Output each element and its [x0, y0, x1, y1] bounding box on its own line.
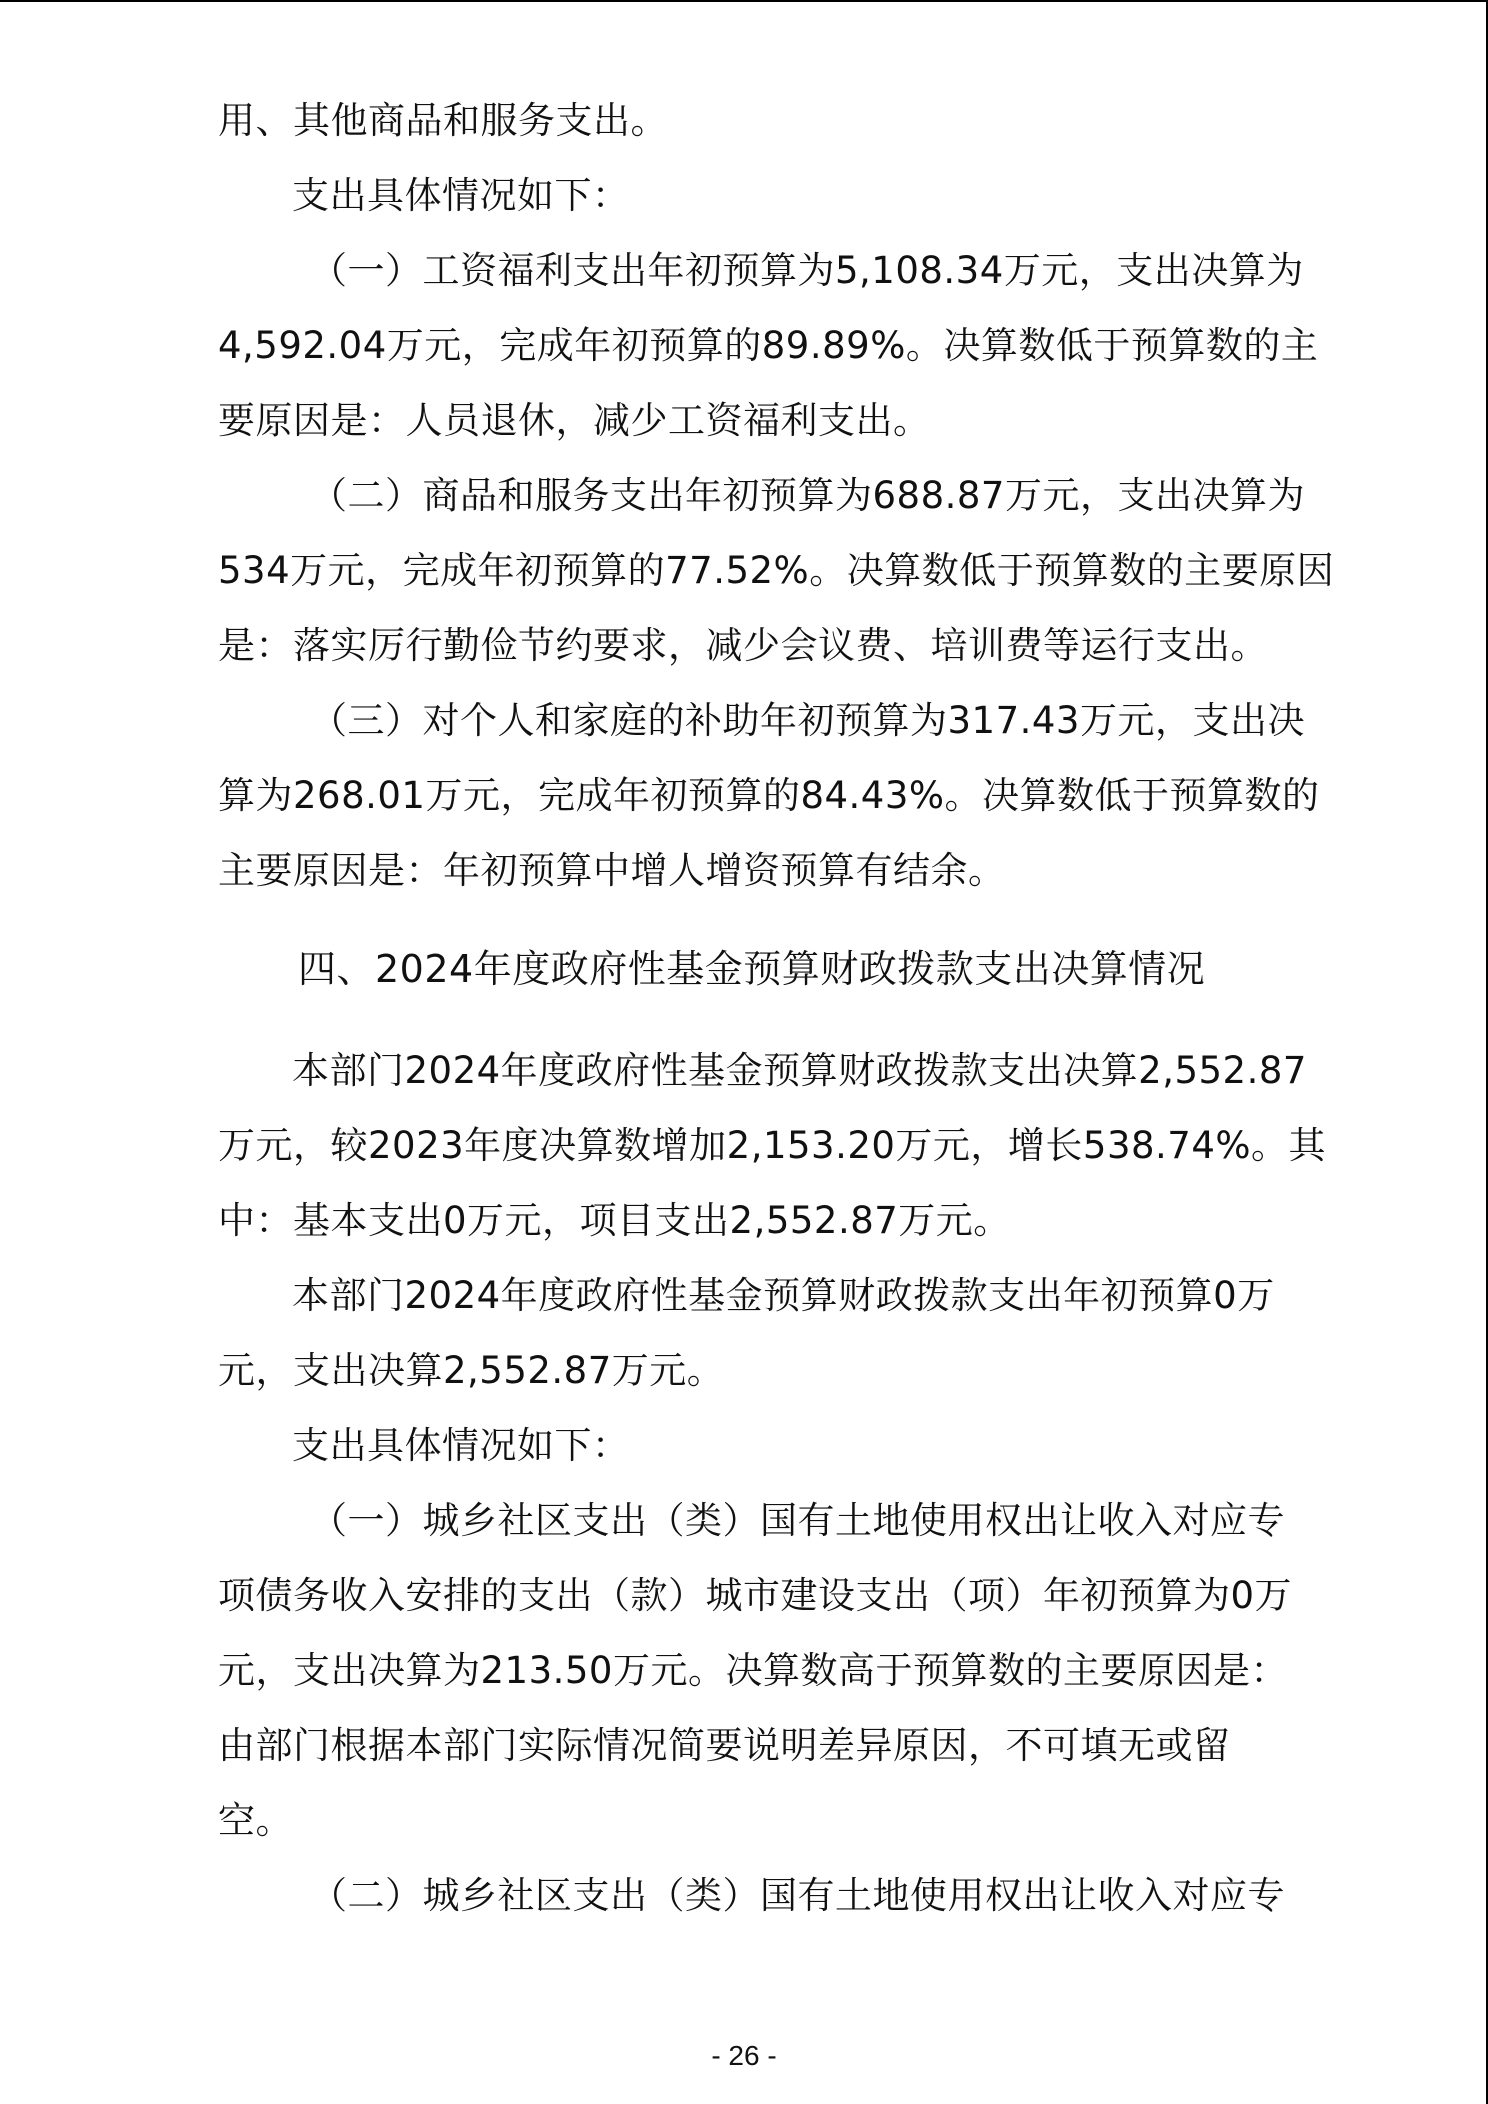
body-line: 支出具体情况如下：	[292, 1424, 630, 1467]
top-border	[0, 0, 1488, 2]
body-line: 由部门根据本部门实际情况简要说明差异原因，不可填无或留	[218, 1724, 1231, 1767]
body-line: 534万元，完成年初预算的77.52%。决算数低于预算数的主要原因	[218, 549, 1335, 592]
body-line: 元，支出决算为213.50万元。决算数高于预算数的主要原因是：	[218, 1649, 1288, 1692]
body-line: 元，支出决算2,552.87万元。	[218, 1349, 725, 1392]
body-line: （三）对个人和家庭的补助年初预算为317.43万元，支出决	[310, 699, 1305, 742]
body-line: 中：基本支出0万元，项目支出2,552.87万元。	[218, 1199, 1011, 1242]
body-line: 空。	[218, 1799, 293, 1842]
body-line: 是：落实厉行勤俭节约要求，减少会议费、培训费等运行支出。	[218, 624, 1268, 667]
body-line-intro: 支出具体情况如下：	[292, 174, 630, 217]
body-line: 4,592.04万元，完成年初预算的89.89%。决算数低于预算数的主	[218, 324, 1319, 367]
body-line: 算为268.01万元，完成年初预算的84.43%。决算数低于预算数的	[218, 774, 1320, 817]
page-number: - 26 -	[711, 2040, 777, 2071]
body-line: （一）城乡社区支出（类）国有土地使用权出让收入对应专	[310, 1499, 1285, 1542]
body-line: （二）商品和服务支出年初预算为688.87万元，支出决算为	[310, 474, 1305, 517]
body-line: 万元，较2023年度决算数增加2,153.20万元，增长538.74%。其	[218, 1124, 1327, 1167]
body-line: 项债务收入安排的支出（款）城市建设支出（项）年初预算为0万	[218, 1574, 1293, 1617]
body-line: （一）工资福利支出年初预算为5,108.34万元，支出决算为	[310, 249, 1304, 292]
body-line: 本部门2024年度政府性基金预算财政拨款支出决算2,552.87	[292, 1049, 1307, 1092]
section-heading: 四、2024年度政府性基金预算财政拨款支出决算情况	[298, 947, 1206, 991]
body-line: 本部门2024年度政府性基金预算财政拨款支出年初预算0万	[292, 1274, 1275, 1317]
body-line-continuation: 用、其他商品和服务支出。	[218, 99, 668, 142]
body-line: 主要原因是：年初预算中增人增资预算有结余。	[218, 849, 1006, 892]
body-line: 要原因是：人员退休，减少工资福利支出。	[218, 399, 931, 442]
body-line: （二）城乡社区支出（类）国有土地使用权出让收入对应专	[310, 1874, 1285, 1917]
